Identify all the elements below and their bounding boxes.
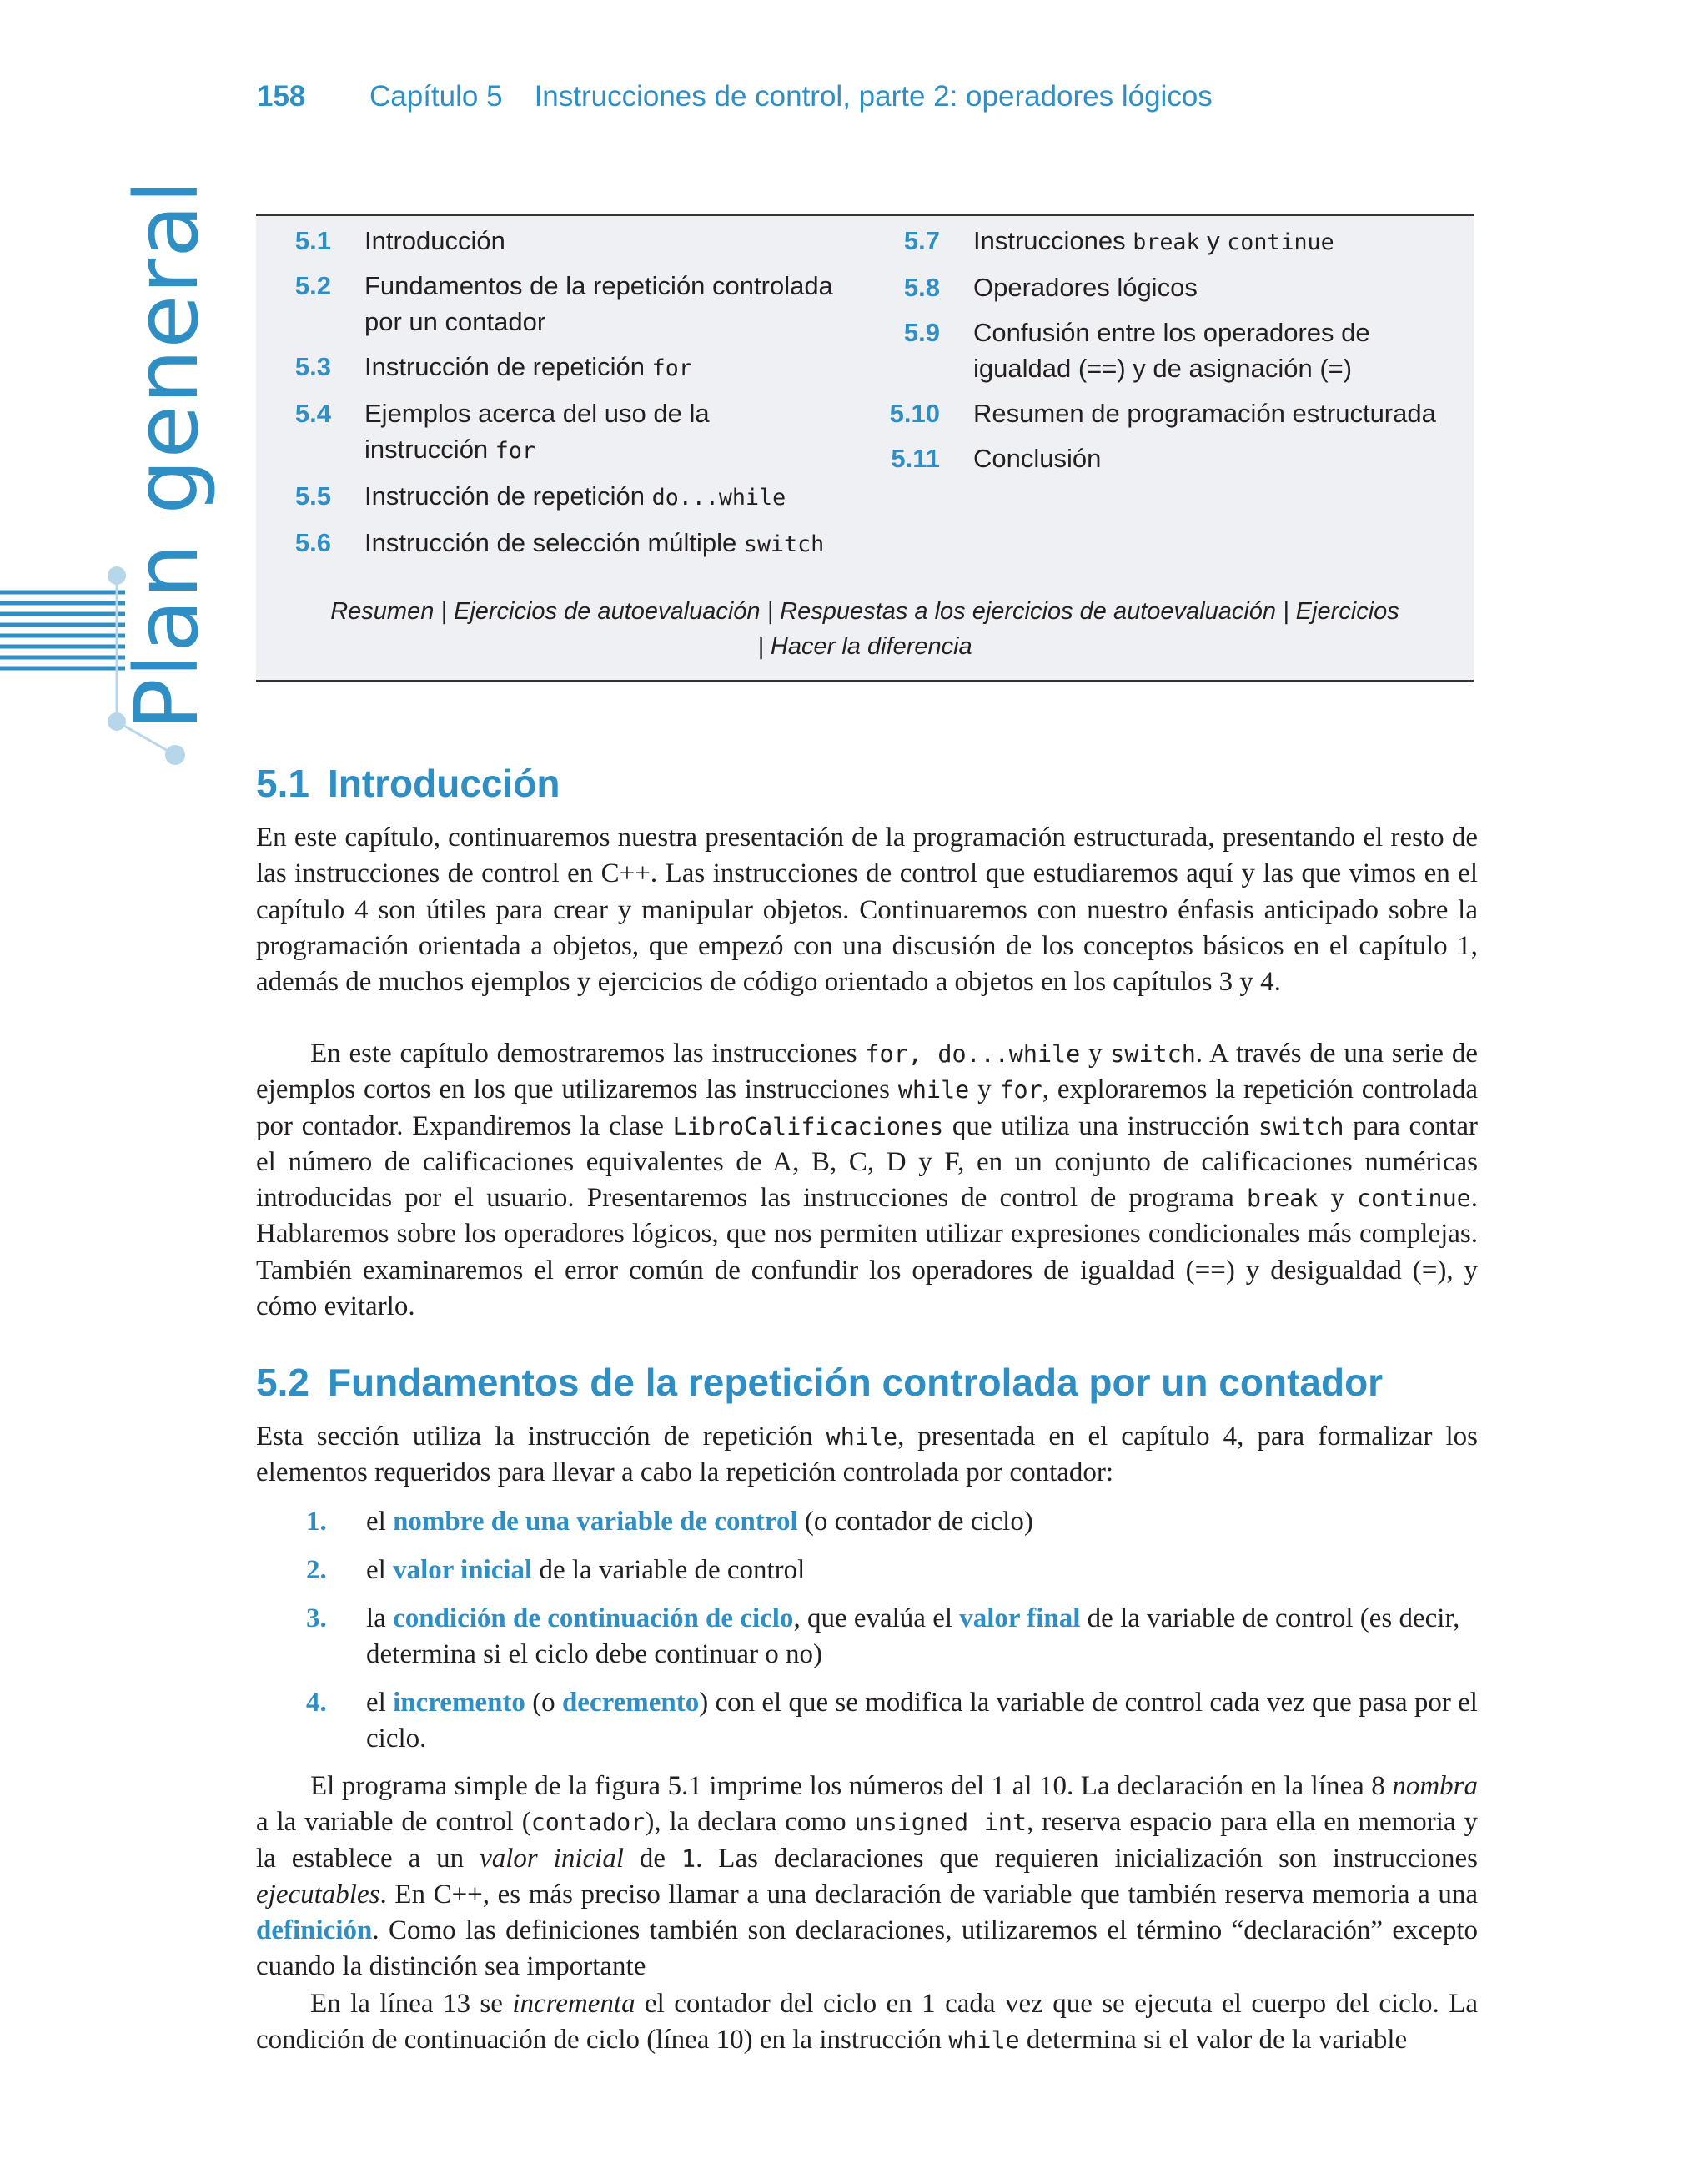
text-run: Instrucción de repetición bbox=[364, 352, 652, 381]
text-run: de la variable de control bbox=[532, 1555, 806, 1585]
text-run: En este capítulo, continuaremos nuestra presentación de la programación estructurada, presentando el resto de las instrucciones de control en C++. Las instrucciones de control que estudiaremos aquí y las que vimos en el capítulo 4 son útiles para crear y manipular objetos. Continuaremos con nuestro énfasis anticipado sobre la programación orientada a objetos, que empezó con una discusión de los conceptos básicos en el capítulo 1, además de muchos ejemplos y ejercicios de código orientado a objetos en los capítulos 3 y 4. bbox=[256, 823, 1478, 998]
section-heading-5-2 bbox=[256, 1360, 1383, 1405]
code-term: do...while bbox=[651, 485, 786, 511]
emphasis-term: valor inicial bbox=[480, 1843, 624, 1874]
code-term: for bbox=[999, 1076, 1042, 1105]
outline-item-5-4 bbox=[256, 395, 840, 469]
list-item-number: 2. bbox=[306, 1555, 327, 1585]
code-term: for, do...while bbox=[865, 1040, 1081, 1068]
outline-item-number: 5.6 bbox=[294, 528, 331, 557]
paragraph-section-2-body-1 bbox=[256, 1769, 1478, 1985]
text-run: ) con el que se modifica la variable de control cada vez que pasa por el ciclo. bbox=[366, 1688, 1478, 1754]
outline-item-number: 5.11 bbox=[891, 444, 940, 473]
paragraph-section-2-body-2 bbox=[256, 1986, 1478, 2059]
text-run: de bbox=[624, 1843, 682, 1874]
key-term: decremento bbox=[561, 1688, 700, 1718]
code-term: contador bbox=[530, 1809, 646, 1837]
outline-item-number: 5.5 bbox=[294, 481, 331, 511]
code-term: continue bbox=[1357, 1185, 1471, 1213]
text-run: Instrucción de repetición bbox=[364, 481, 652, 511]
text-run: Ejemplos acerca del uso de la instrucción bbox=[364, 399, 710, 464]
code-term: switch bbox=[1258, 1112, 1344, 1140]
list-item bbox=[256, 1504, 1478, 1540]
text-run: que utiliza una instrucción bbox=[943, 1110, 1258, 1141]
code-term: LibroCalificaciones bbox=[672, 1112, 944, 1140]
outline-links-line-2: | Hacer la diferencia bbox=[757, 633, 972, 660]
key-term: nombre de una variable de control bbox=[393, 1507, 798, 1537]
text-run: Instrucción de selección múltiple bbox=[364, 528, 744, 557]
text-run: a la variable de control ( bbox=[256, 1807, 531, 1838]
list-item-number: 4. bbox=[306, 1688, 327, 1718]
text-run: y bbox=[1199, 226, 1228, 255]
text-run: Conclusión bbox=[973, 444, 1102, 473]
paragraph-intro-2 bbox=[256, 1036, 1478, 1325]
outline-item-number: 5.8 bbox=[903, 273, 940, 302]
text-run: , exploraremos la repetición controlada por contador. Expandiremos la clase bbox=[256, 1074, 1479, 1141]
text-run: el contador del ciclo en 1 cada vez que se ejecuta el cuerpo del ciclo. La condición de continuación de ciclo (línea 10) en la instrucción bbox=[256, 1989, 1479, 2056]
text-run: para contar el número de calificaciones equivalentes de A, B, C, D y F, en un conjunto de calificaciones numéricas introducidas por el usuario. Presentaremos las instrucciones de control de programa bbox=[256, 1110, 1478, 1214]
text-run: el bbox=[366, 1507, 394, 1537]
outline-item-5-6 bbox=[256, 525, 840, 562]
text-run: . Las declaraciones que requieren inicialización son instrucciones bbox=[696, 1843, 1478, 1874]
section-title: Introducción bbox=[327, 762, 560, 805]
running-header bbox=[257, 80, 1213, 113]
code-term: break bbox=[1133, 229, 1200, 255]
section-heading-5-1 bbox=[256, 761, 560, 806]
text-run: y bbox=[1080, 1039, 1111, 1069]
outline-column-right bbox=[865, 223, 1449, 486]
emphasis-term: ejecutables bbox=[256, 1879, 380, 1910]
text-run: de la variable de control (es decir, determina si el ciclo debe continuar o no) bbox=[366, 1603, 1460, 1669]
text-run: Operadores lógicos bbox=[973, 273, 1198, 302]
code-term: while bbox=[897, 1076, 970, 1105]
outline-item-number: 5.4 bbox=[294, 399, 331, 428]
text-run: el bbox=[366, 1688, 394, 1718]
text-run: Confusión entre los operadores de igualdad (==) y de asignación (=) bbox=[973, 318, 1370, 383]
text-run: , que evalúa el bbox=[793, 1603, 960, 1633]
code-term: switch bbox=[743, 531, 825, 557]
outline-item-5-7 bbox=[865, 223, 1449, 260]
outline-item-5-2 bbox=[256, 268, 840, 340]
code-term: unsigned int bbox=[854, 1809, 1027, 1837]
code-term: for bbox=[651, 355, 692, 381]
text-run: el bbox=[366, 1555, 394, 1585]
text-run: determina si el valor de la variable bbox=[1019, 2025, 1408, 2056]
chapter-outline-box bbox=[256, 214, 1474, 682]
counter-repetition-elements-list bbox=[256, 1504, 1478, 1769]
code-term: while bbox=[948, 2026, 1020, 2055]
page-number: 158 bbox=[257, 80, 306, 113]
emphasis-term: nombra bbox=[1392, 1771, 1478, 1801]
list-item bbox=[256, 1601, 1478, 1673]
plan-general-vertical-label bbox=[116, 179, 218, 731]
text-run: (o bbox=[525, 1688, 562, 1718]
chapter-title: Instrucciones de control, parte 2: operadores lógicos bbox=[534, 80, 1213, 113]
outline-item-number: 5.9 bbox=[903, 318, 940, 347]
key-term: definición bbox=[256, 1915, 373, 1946]
outline-item-5-11 bbox=[865, 440, 1449, 476]
outline-item-number: 5.3 bbox=[294, 352, 331, 381]
outline-links-line-1: Resumen | Ejercicios de autoevaluación | Respuestas a los ejercicios de autoevaluación | Ejercicios bbox=[330, 598, 1399, 625]
text-run: . A través de una serie de ejemplos cortos en los que utilizaremos las instrucciones bbox=[256, 1039, 1479, 1105]
list-item bbox=[256, 1685, 1478, 1757]
section-number: 5.2 bbox=[256, 1361, 309, 1404]
text-run: Resumen de programación estructurada bbox=[973, 399, 1436, 428]
paragraph-intro-1 bbox=[256, 820, 1478, 1000]
text-run: (o contador de ciclo) bbox=[797, 1507, 1033, 1537]
code-term: while bbox=[826, 1423, 898, 1451]
outline-item-number: 5.7 bbox=[903, 226, 940, 255]
code-term: for bbox=[495, 438, 535, 464]
plan-general-label: Plan general bbox=[116, 179, 218, 731]
chapter-label: Capítulo 5 bbox=[369, 80, 503, 113]
list-item bbox=[256, 1552, 1478, 1588]
text-run: Fundamentos de la repetición controlada por un contador bbox=[364, 271, 833, 336]
key-term: valor inicial bbox=[393, 1555, 533, 1585]
emphasis-term: incrementa bbox=[512, 1989, 635, 2019]
outline-item-5-10 bbox=[865, 395, 1449, 431]
text-run: , reserva espacio para ella en memoria y la establece a un bbox=[256, 1807, 1478, 1874]
section-title: Fundamentos de la repetición controlada por un contador bbox=[327, 1361, 1384, 1404]
code-term: switch bbox=[1110, 1040, 1196, 1068]
text-run: la bbox=[366, 1603, 394, 1633]
list-item-number: 3. bbox=[306, 1603, 327, 1633]
code-term: continue bbox=[1227, 229, 1334, 255]
text-run: Esta sección utiliza la instrucción de repetición bbox=[256, 1422, 826, 1452]
text-run: y bbox=[1318, 1183, 1358, 1214]
key-term: incremento bbox=[393, 1688, 525, 1718]
text-run: , presentada en el capítulo 4, para formalizar los elementos requeridos para llevar a cabo la repetición controlada por contador: bbox=[256, 1422, 1479, 1488]
key-term: condición de continuación de ciclo bbox=[393, 1603, 794, 1633]
paragraph-section-2-intro bbox=[256, 1419, 1478, 1492]
text-run: ), la declara como bbox=[645, 1807, 855, 1838]
text-run: Introducción bbox=[364, 226, 505, 255]
text-run: y bbox=[969, 1074, 1000, 1105]
text-run: . Como las definiciones también son declaraciones, utilizaremos el término “declaración” excepto cuando la distinción sea importante bbox=[256, 1915, 1478, 1982]
outline-item-5-8 bbox=[865, 269, 1449, 305]
text-run: . Hablaremos sobre los operadores lógicos, que nos permiten utilizar expresiones condicionales más complejas. También examinaremos el error común de confundir los operadores de igualdad (==) y desigualdad (=), y cómo evitarlo. bbox=[256, 1183, 1478, 1322]
section-number: 5.1 bbox=[256, 762, 309, 805]
code-term: break bbox=[1246, 1185, 1319, 1213]
code-term: 1 bbox=[681, 1844, 696, 1873]
outline-item-5-1 bbox=[256, 223, 840, 259]
text-run: En la línea 13 se bbox=[310, 1989, 513, 2019]
outline-item-number: 5.1 bbox=[294, 226, 331, 255]
outline-item-5-3 bbox=[256, 349, 840, 386]
outline-item-5-5 bbox=[256, 478, 840, 516]
outline-end-matter-links bbox=[323, 594, 1407, 664]
list-item-number: 1. bbox=[306, 1507, 327, 1537]
text-run: En este capítulo demostraremos las instrucciones bbox=[310, 1039, 866, 1069]
text-run: . En C++, es más preciso llamar a una declaración de variable que también reserva memoria a una bbox=[379, 1879, 1478, 1910]
text-run: Instrucciones bbox=[973, 226, 1133, 255]
outline-item-number: 5.2 bbox=[294, 271, 331, 300]
outline-column-left bbox=[256, 223, 840, 571]
text-run: El programa simple de la figura 5.1 imprime los números del 1 al 10. La declaración en la línea 8 bbox=[310, 1771, 1393, 1801]
key-term: valor final bbox=[959, 1603, 1081, 1633]
outline-item-number: 5.10 bbox=[889, 399, 940, 428]
outline-item-5-9 bbox=[865, 315, 1449, 386]
